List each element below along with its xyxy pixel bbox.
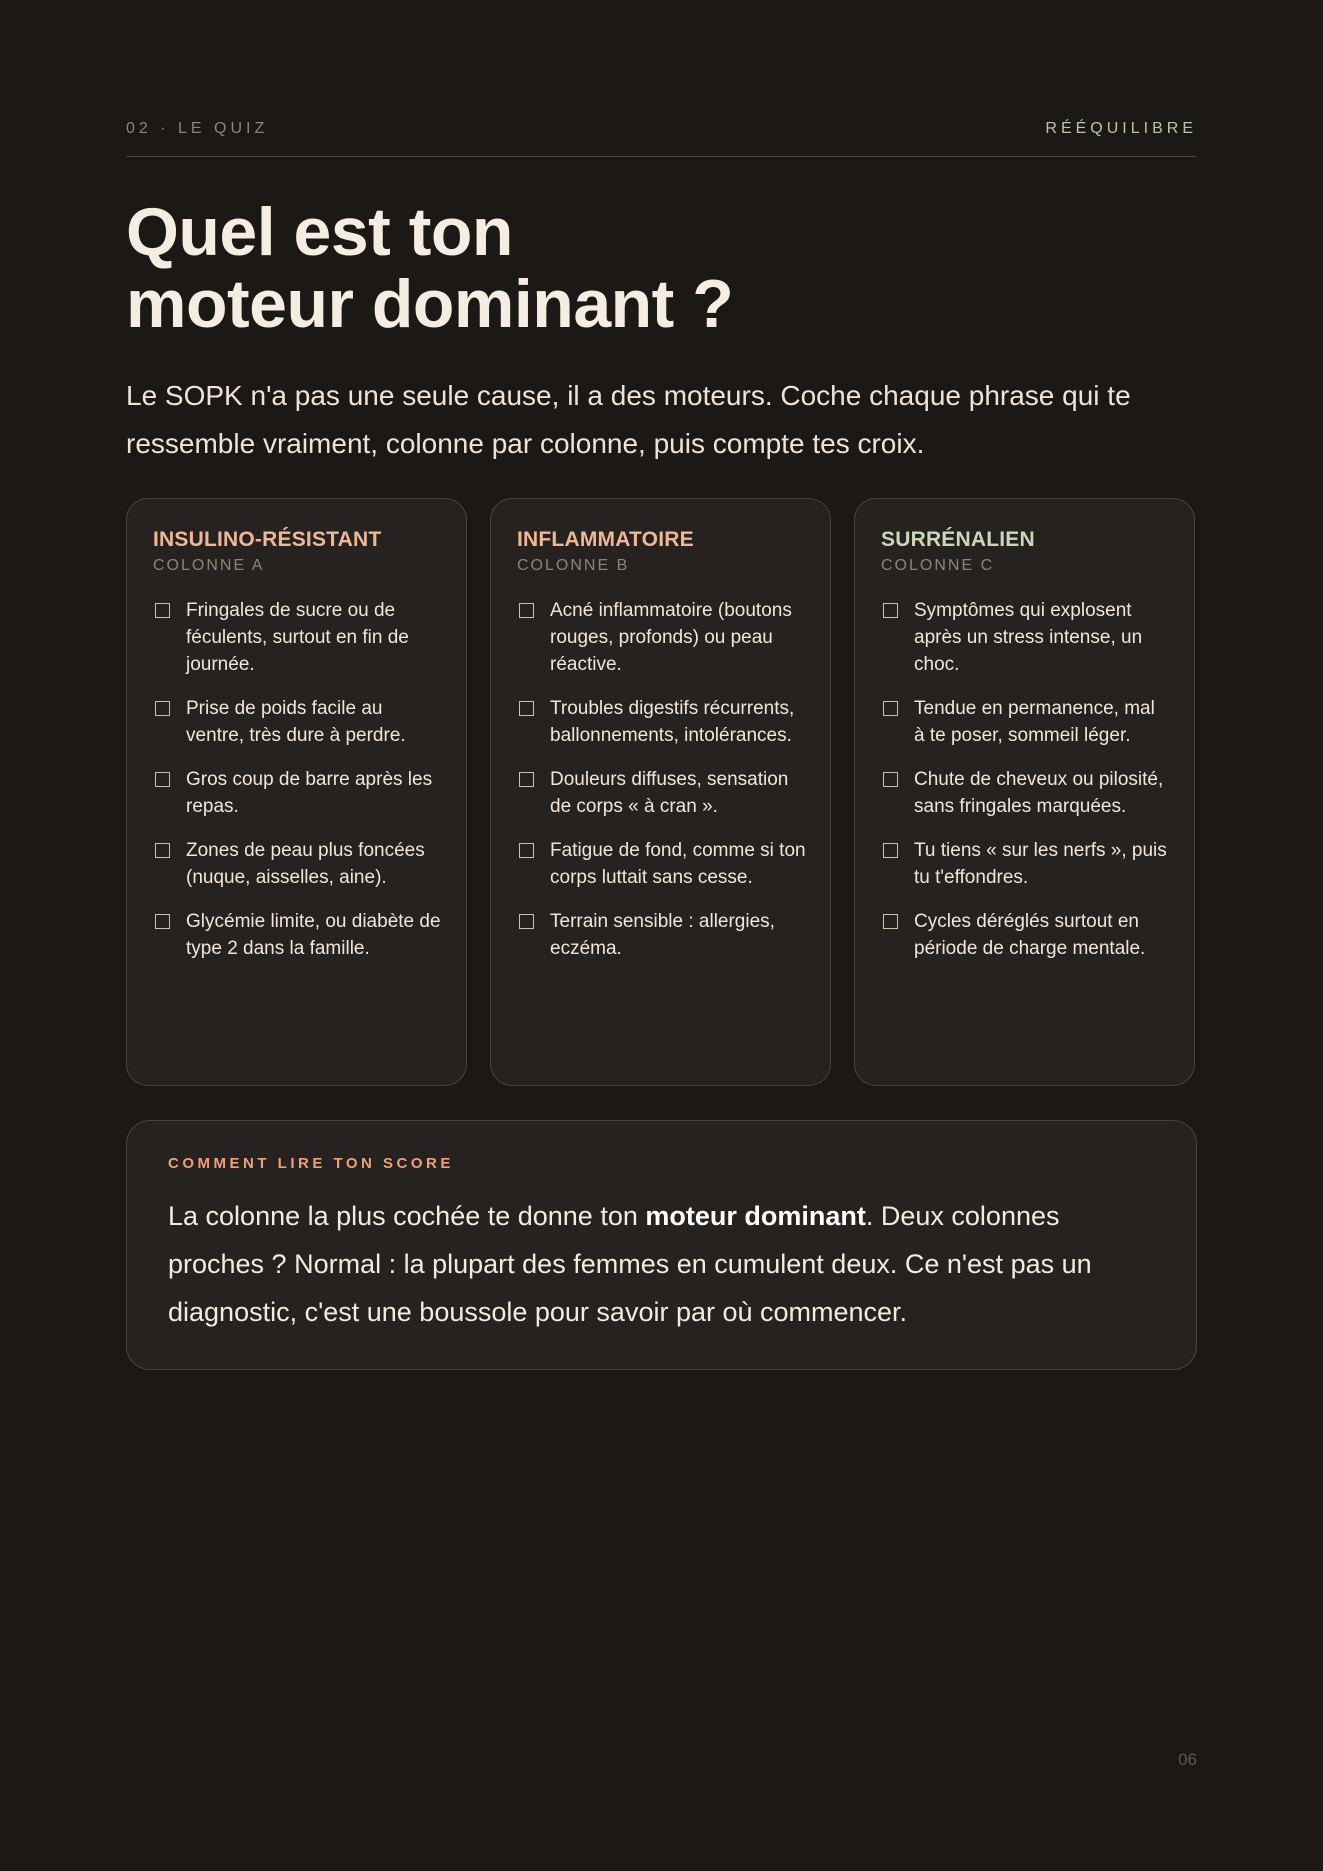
checklist-item[interactable] bbox=[881, 766, 1170, 820]
checkbox[interactable] bbox=[883, 914, 898, 929]
checklist-item[interactable] bbox=[517, 695, 806, 749]
page-number: 06 bbox=[1178, 1750, 1197, 1769]
column-title: SURRÉNALIEN bbox=[881, 528, 1035, 551]
checkbox[interactable] bbox=[519, 772, 534, 787]
checklist-item[interactable] bbox=[517, 837, 806, 891]
checklist bbox=[881, 597, 1170, 962]
score-label: COMMENT LIRE TON SCORE bbox=[168, 1155, 454, 1172]
column-card-b bbox=[490, 498, 831, 1086]
score-box bbox=[126, 1120, 1197, 1370]
score-text-before: La colonne la plus cochée te donne ton bbox=[168, 1201, 646, 1231]
checklist-item[interactable] bbox=[153, 766, 442, 820]
checkbox[interactable] bbox=[155, 843, 170, 858]
checklist-item-text: Fringales de sucre ou de féculents, surtout en fin de journée. bbox=[186, 600, 409, 675]
column-subtitle: COLONNE A bbox=[153, 557, 265, 574]
checklist-item-text: Cycles déréglés surtout en période de charge mentale. bbox=[914, 911, 1146, 959]
checkbox[interactable] bbox=[155, 603, 170, 618]
column-card-a bbox=[126, 498, 467, 1086]
checklist-item[interactable] bbox=[881, 695, 1170, 749]
checklist-item[interactable] bbox=[881, 908, 1170, 962]
quiz-columns bbox=[126, 498, 1197, 1088]
checklist-item-text: Tu tiens « sur les nerfs », puis tu t'effondres. bbox=[914, 840, 1167, 888]
column-subtitle: COLONNE C bbox=[881, 557, 995, 574]
checkbox[interactable] bbox=[155, 772, 170, 787]
checklist-item[interactable] bbox=[153, 597, 442, 678]
checklist-item[interactable] bbox=[881, 597, 1170, 678]
checklist-item[interactable] bbox=[153, 908, 442, 962]
page-title-line-2: moteur dominant ? bbox=[126, 266, 734, 342]
checklist-item-text: Acné inflammatoire (boutons rouges, profonds) ou peau réactive. bbox=[550, 600, 792, 675]
checkbox[interactable] bbox=[155, 701, 170, 716]
checklist-item-text: Glycémie limite, ou diabète de type 2 dans la famille. bbox=[186, 911, 441, 959]
checklist-item[interactable] bbox=[153, 695, 442, 749]
checklist-item-text: Gros coup de barre après les repas. bbox=[186, 769, 433, 817]
checkbox[interactable] bbox=[883, 843, 898, 858]
checklist-item[interactable] bbox=[517, 766, 806, 820]
checklist-item-text: Troubles digestifs récurrents, ballonnements, intolérances. bbox=[550, 698, 795, 746]
checklist-item-text: Douleurs diffuses, sensation de corps « à cran ». bbox=[550, 769, 789, 817]
checklist-item[interactable] bbox=[153, 837, 442, 891]
column-subtitle: COLONNE B bbox=[517, 557, 630, 574]
section-label: 02 · LE QUIZ bbox=[126, 120, 269, 137]
checkbox[interactable] bbox=[883, 603, 898, 618]
checklist-item-text: Zones de peau plus foncées (nuque, aisselles, aine). bbox=[186, 840, 425, 888]
checkbox[interactable] bbox=[155, 914, 170, 929]
checklist bbox=[153, 597, 442, 962]
brand-label: RÉÉQUILIBRE bbox=[1045, 120, 1197, 137]
checklist-item-text: Fatigue de fond, comme si ton corps luttait sans cesse. bbox=[550, 840, 806, 888]
page-title-line-1: Quel est ton bbox=[126, 194, 513, 270]
checkbox[interactable] bbox=[519, 914, 534, 929]
checklist-item-text: Tendue en permanence, mal à te poser, sommeil léger. bbox=[914, 698, 1155, 746]
score-text-bold: moteur dominant bbox=[645, 1201, 866, 1231]
checkbox[interactable] bbox=[519, 701, 534, 716]
checkbox[interactable] bbox=[883, 772, 898, 787]
score-text bbox=[168, 1192, 1156, 1336]
checklist-item[interactable] bbox=[517, 908, 806, 962]
checkbox[interactable] bbox=[519, 603, 534, 618]
checklist-item-text: Terrain sensible : allergies, eczéma. bbox=[550, 911, 775, 959]
column-title: INFLAMMATOIRE bbox=[517, 528, 694, 551]
top-bar bbox=[126, 120, 1197, 157]
checklist-item[interactable] bbox=[881, 837, 1170, 891]
checklist-item-text: Symptômes qui explosent après un stress intense, un choc. bbox=[914, 600, 1143, 675]
intro-text: Le SOPK n'a pas une seule cause, il a des moteurs. Coche chaque phrase qui te ressemble vraiment, colonne par colonne, puis compte tes croix. bbox=[126, 380, 1131, 459]
checklist-item[interactable] bbox=[517, 597, 806, 678]
column-title: INSULINO-RÉSISTANT bbox=[153, 528, 382, 551]
page-title bbox=[126, 196, 733, 340]
checklist bbox=[517, 597, 806, 962]
score-text-after: . Deux colonnes proches ? Normal : la plupart des femmes en cumulent deux. Ce n'est pas un diagnostic, c'est une boussole pour savoir par où commencer. bbox=[168, 1201, 1092, 1327]
checkbox[interactable] bbox=[883, 701, 898, 716]
checkbox[interactable] bbox=[519, 843, 534, 858]
checklist-item-text: Prise de poids facile au ventre, très dure à perdre. bbox=[186, 698, 406, 746]
checklist-item-text: Chute de cheveux ou pilosité, sans fringales marquées. bbox=[914, 769, 1164, 817]
column-card-c bbox=[854, 498, 1195, 1086]
